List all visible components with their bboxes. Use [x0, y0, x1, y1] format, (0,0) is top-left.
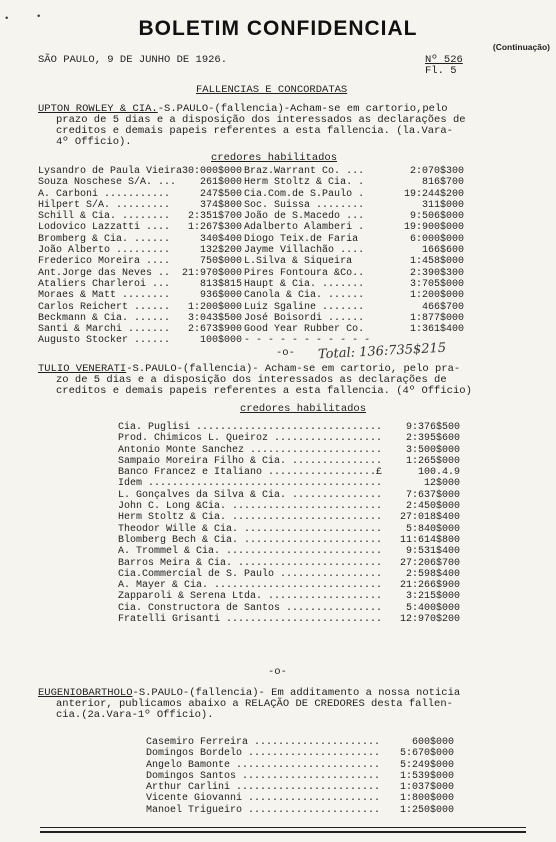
- creditor-name: A. Carboni ...........: [38, 188, 171, 200]
- table-row: [118, 603, 460, 614]
- table-row: [38, 211, 464, 222]
- table-row: [38, 279, 464, 290]
- creditor-name: Pires Fontoura &Co..: [244, 267, 365, 279]
- bulletin-date: SÃO PAULO, 9 DE JUNHO DE 1926.: [38, 54, 228, 66]
- table-row: [38, 234, 464, 245]
- creditor-name: Cia.Com.de S.Paulo .: [244, 188, 365, 200]
- credit-amount: 19:900$000: [404, 222, 465, 234]
- credit-amount: 3:705$000: [410, 278, 465, 290]
- notice-text: prazo de 5 dias e a disposição dos interessados as declarações de: [56, 114, 466, 126]
- creditor-name: Sampaio Moreira Filho & Cia. ...............: [118, 455, 383, 467]
- bottom-rule: [40, 827, 526, 828]
- credit-amount: 11:614$800: [399, 534, 460, 546]
- credit-amount: 1:539$000: [399, 770, 454, 782]
- table-row: [38, 290, 464, 301]
- creditor-name: Antonio Monte Sanchez ......................: [118, 444, 383, 456]
- table-row: [118, 614, 460, 625]
- credit-amount: 12$000: [423, 478, 460, 490]
- creditor-name: Casemiro Ferreira .....................: [146, 737, 381, 748]
- creditor-name: John C. Long &Cia. .........................: [118, 501, 383, 513]
- credit-amount: 340$400: [200, 233, 243, 245]
- creditor-name: Braz.Warrant Co. ...: [244, 166, 365, 177]
- credit-amount: 19:244$200: [404, 188, 465, 200]
- credit-amount: 30:000$000: [182, 166, 243, 177]
- credit-amount: 1:267$300: [188, 222, 243, 234]
- company-name: UPTON ROWLEY & CIA.: [38, 103, 158, 115]
- creditor-name: João Alberto .........: [38, 245, 171, 257]
- credit-amount: 9:376$500: [405, 422, 460, 433]
- credit-amount: 166$600: [422, 245, 465, 257]
- credit-amount: 1:200$000: [410, 290, 465, 302]
- creditor-name: - - - - - - - - - - -: [244, 335, 371, 347]
- table-row: [118, 535, 460, 546]
- tulio-notice: [38, 364, 472, 397]
- table-row: [38, 324, 464, 335]
- creditors-table: [146, 737, 454, 816]
- table-row: [118, 501, 460, 512]
- table-row: [38, 177, 464, 188]
- creditor-name: Theodor Wille & Cia. .......................: [118, 523, 383, 535]
- credit-amount: 27:206$700: [399, 557, 460, 569]
- creditor-name: Beckmann & Cia. ......: [38, 312, 171, 324]
- section-title: FALLENCIAS E CONCORDATAS: [196, 84, 348, 96]
- credit-amount: 247$500: [200, 188, 243, 200]
- creditor-name: Bromberg & Cia. ......: [38, 233, 171, 245]
- credit-amount: 2:351$700: [188, 211, 243, 223]
- credit-amount: 5:249$000: [399, 759, 454, 771]
- table-row: [146, 771, 454, 782]
- creditor-name: Diogo Teix.de Faria: [244, 233, 359, 245]
- creditor-name: A. Mayer & Cia. ............................: [118, 580, 383, 592]
- credit-amount: 2:390$300: [410, 267, 465, 279]
- credit-amount: 7:637$000: [405, 489, 460, 501]
- creditor-name: José Boisordi ......: [244, 312, 365, 324]
- creditor-name: João de S.Macedo ...: [244, 211, 365, 223]
- creditor-name: Herm Stoltz & Cia. .: [244, 177, 365, 189]
- credit-amount: 816$700: [422, 177, 465, 189]
- table-row: [118, 546, 460, 557]
- credit-amount: 2:395$600: [405, 433, 460, 445]
- creditor-name: Prod. Chimicos L. Queiroz ..................: [118, 433, 383, 445]
- credit-amount: 21:970$000: [182, 267, 243, 279]
- table-row: [38, 245, 464, 256]
- credit-amount: 1:265$000: [405, 455, 460, 467]
- notice-text: -S.PAULO-(fallencia)- Em additamento a nossa noticia: [132, 687, 461, 699]
- creditor-name: Jayme Villachão ....: [244, 245, 365, 257]
- table-row: [118, 456, 460, 467]
- credit-amount: 3:043$500: [188, 312, 243, 324]
- credit-amount: 1:800$000: [399, 793, 454, 805]
- notice-text: creditos e demais papeis referentes a esta fallencia. (4º Officio): [56, 385, 472, 397]
- credit-amount: 750$000: [200, 256, 243, 268]
- credit-amount: 3:500$000: [405, 444, 460, 456]
- creditor-name: Adalberto Alamberi .: [244, 222, 365, 234]
- credit-amount: 1:250$000: [399, 804, 454, 816]
- creditor-name: Souza Noschese S/A. ...: [38, 177, 177, 189]
- creditor-name: A. Trommel & Cia. ..........................: [118, 546, 383, 558]
- table-row: [118, 558, 460, 569]
- credit-amount: 2:070$300: [410, 166, 465, 177]
- table-row: [38, 222, 464, 233]
- separator: -o-: [268, 666, 287, 678]
- bulletin-number: Nº 526: [425, 54, 463, 66]
- creditor-name: Haupt & Cia. .......: [244, 278, 365, 290]
- creditor-name: Arthur Carlini ........................: [146, 782, 381, 794]
- credit-amount: 21:266$900: [399, 580, 460, 592]
- notice-text: anterior, publicamos abaixo a RELAÇÃO DE CREDORES desta fallen-: [56, 698, 453, 710]
- table-row: [38, 313, 464, 324]
- table-row: [146, 782, 454, 793]
- company-name: EUGENIOBARTHOLO: [38, 687, 133, 699]
- credit-amount: 100.4.9: [417, 467, 460, 479]
- creditor-name: Banco Francez e Italiano ..................£: [118, 467, 383, 479]
- table-row: [118, 433, 460, 444]
- creditor-name: Moraes & Matt ........: [38, 290, 171, 302]
- credit-amount: 12:970$200: [399, 614, 460, 626]
- credit-amount: 2:598$400: [405, 568, 460, 580]
- bottom-rule: [40, 831, 526, 833]
- creditor-name: Blomberg Bech & Cia. .......................: [118, 534, 383, 546]
- creditor-name: Schill & Cia. ........: [38, 211, 171, 223]
- company-name: TULIO VENERATI: [38, 363, 127, 375]
- ink-spot: •: [4, 14, 10, 24]
- creditor-name: Luiz Sgaline .......: [244, 301, 365, 313]
- credit-amount: 5:670$000: [399, 748, 454, 760]
- creditor-name: Cia.Commercial de S. Paulo .................: [118, 568, 383, 580]
- creditors-table: [118, 422, 460, 625]
- credit-amount: 1:458$000: [410, 256, 465, 268]
- page-number: Fl. 5: [425, 65, 457, 77]
- ink-spot: •: [36, 12, 42, 22]
- table-row: [118, 422, 460, 433]
- eugenio-notice: [38, 688, 460, 721]
- creditor-name: Manoel Trigueiro ......................: [146, 804, 381, 816]
- table-row: [146, 793, 454, 804]
- upton-notice: [38, 104, 466, 148]
- creditors-table: [38, 166, 464, 347]
- credit-amount: 2:450$000: [405, 501, 460, 513]
- table-row: [118, 478, 460, 489]
- table-row: [118, 490, 460, 501]
- credit-amount: 3:215$000: [405, 591, 460, 603]
- table-row: [118, 569, 460, 580]
- table-row: [146, 748, 454, 759]
- credit-amount: 132$200: [200, 245, 243, 257]
- table-row: [118, 524, 460, 535]
- credit-amount: 600$000: [411, 737, 454, 748]
- credit-amount: 1:361$400: [410, 324, 465, 336]
- table-row: [38, 302, 464, 313]
- creditor-name: L.Silva & Siqueira: [244, 256, 353, 268]
- table-row: [38, 256, 464, 267]
- creditor-name: Idem .......................................: [118, 478, 383, 490]
- creditor-name: Canola & Cia. ......: [244, 290, 365, 302]
- creditor-name: Cia. Puglisi ...............................: [118, 422, 383, 433]
- creditor-name: L. Gonçalves da Silva & Cia. ...............: [118, 489, 383, 501]
- creditor-name: Santi & Marchi .......: [38, 324, 171, 336]
- table-row: [118, 512, 460, 523]
- notice-text: cia.(2a.Vara-1º Officio).: [56, 709, 214, 721]
- creditor-name: Ataliers Charleroi ...: [38, 278, 171, 290]
- credit-amount: 261$000: [200, 177, 243, 189]
- table-row: [118, 580, 460, 591]
- table-row: [118, 445, 460, 456]
- table-row: [146, 760, 454, 771]
- credit-amount: 2:673$900: [188, 324, 243, 336]
- creditor-name: Zapparoli & Serena Ltda. ...................: [118, 591, 383, 603]
- creditor-name: Fratelli Grisanti ..........................: [118, 614, 383, 626]
- handwritten-total: Total: 136:735$215: [317, 340, 447, 363]
- notice-text: -S.PAULO-(fallencia)-Acham-se em cartorio,pelo: [157, 103, 448, 115]
- creditor-name: Good Year Rubber Co.: [244, 324, 365, 336]
- credit-amount: 813$815: [200, 278, 243, 290]
- credit-amount: 374$800: [200, 199, 243, 211]
- credit-amount: 5:400$000: [405, 602, 460, 614]
- table-row: [146, 737, 454, 748]
- creditor-name: Hilpert S/A. .........: [38, 199, 171, 211]
- credit-amount: 9:506$000: [410, 211, 465, 223]
- credit-amount: 5:840$000: [405, 523, 460, 535]
- credit-amount: 27:018$400: [399, 512, 460, 524]
- creditors-heading: credores habilitados: [240, 403, 367, 415]
- separator: -o-: [276, 347, 295, 359]
- table-row: [118, 591, 460, 602]
- creditor-name: Angelo Bamonte ........................: [146, 759, 381, 771]
- credit-amount: 311$000: [422, 199, 465, 211]
- creditor-name: Ant.Jorge das Neves ..: [38, 267, 171, 279]
- creditor-name: Barros Meira & Cia. ........................: [118, 557, 383, 569]
- table-row: [38, 268, 464, 279]
- creditor-name: Cia. Constructora de Santos ................: [118, 602, 383, 614]
- creditor-name: Domingos Bordelo ......................: [146, 748, 381, 760]
- credit-amount: 1:037$000: [399, 782, 454, 794]
- table-row: [38, 200, 464, 211]
- notice-text: -S.PAULO-(fallencia)- Acham-se em cartorio, pelo pra-: [126, 363, 461, 375]
- notice-text: zo de 5 dias e a disposição dos interessados as declarações de: [56, 374, 447, 386]
- continuation-label: (Continuação): [492, 42, 550, 52]
- page-title: BOLETIM CONFIDENCIAL: [138, 17, 418, 40]
- credit-amount: 9:531$400: [405, 546, 460, 558]
- creditor-name: Lodovico Lazzatti ....: [38, 222, 171, 234]
- table-row: [118, 467, 460, 478]
- notice-text: creditos e demais papeis referentes a esta fallencia. (la.Vara-: [56, 125, 453, 137]
- table-row: [146, 805, 454, 816]
- table-row: [38, 189, 464, 200]
- creditor-name: Vicente Giovanni ......................: [146, 793, 381, 805]
- credit-amount: 1:877$000: [410, 312, 465, 324]
- creditor-name: Carlos Reichert ......: [38, 301, 171, 313]
- table-row: [38, 166, 464, 177]
- credit-amount: 1:200$000: [188, 301, 243, 313]
- credit-amount: 100$000: [200, 335, 243, 347]
- creditor-name: Augusto Stocker ......: [38, 335, 171, 347]
- credit-amount: 936$000: [200, 290, 243, 302]
- creditor-name: Lysandro de Paula Vieira: [38, 166, 183, 177]
- creditor-name: Soc. Suissa ........: [244, 199, 365, 211]
- creditor-name: Domingos Santos .......................: [146, 770, 381, 782]
- creditors-heading: credores habilitados: [211, 152, 338, 164]
- credit-amount: 466$700: [422, 301, 465, 313]
- notice-text: 4º Officio).: [56, 136, 132, 148]
- creditor-name: Frederico Moreira ....: [38, 256, 171, 268]
- creditor-name: Herm Stoltz & Cia. .........................: [118, 512, 383, 524]
- credit-amount: 6:000$000: [410, 233, 465, 245]
